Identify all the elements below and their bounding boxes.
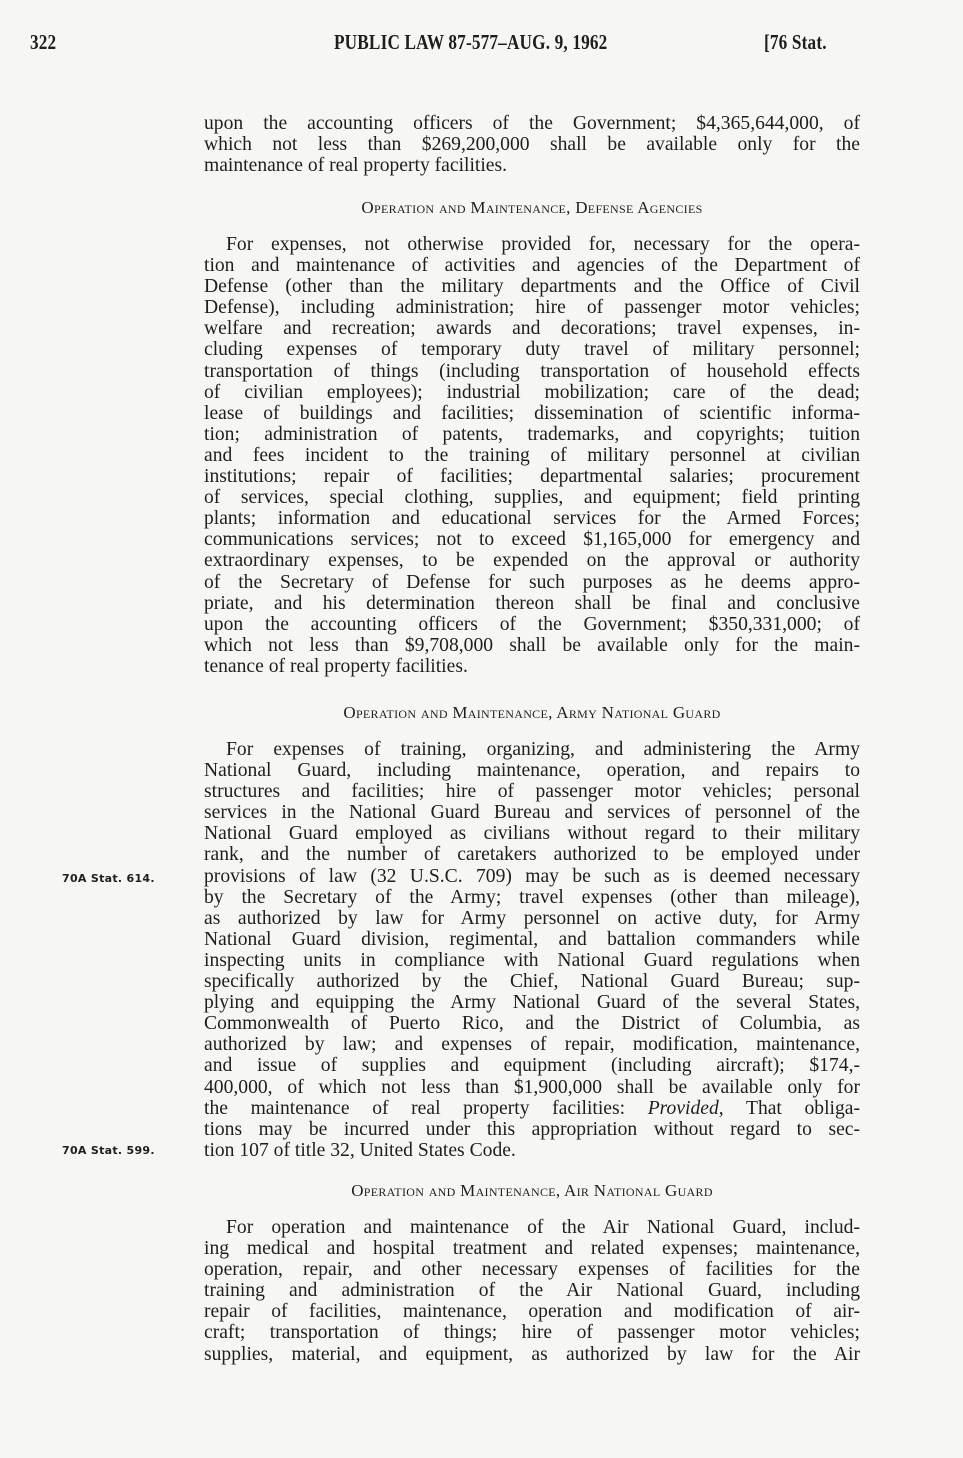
text-line: and issue of supplies and equipment (including aircraft); $174,-	[204, 1055, 860, 1077]
text-line: upon the accounting officers of the Government; $4,365,644,000, of	[204, 113, 860, 134]
margin-note: 70A Stat. 599.	[62, 1144, 155, 1157]
italic-text: Provided	[647, 1097, 719, 1119]
text-line: services in the National Guard Bureau and services of personnel of the	[204, 802, 860, 824]
running-title: PUBLIC LAW 87-577–AUG. 9, 1962	[334, 30, 608, 54]
text-line: repair of facilities, maintenance, operation and modification of air-	[204, 1301, 860, 1323]
text-line: ing medical and hospital treatment and related expenses; maintenance,	[204, 1238, 860, 1260]
text-line: National Guard, including maintenance, operation, and repairs to	[204, 760, 860, 782]
text-line: rank, and the number of caretakers authorized to be employed under	[204, 844, 860, 866]
text-line: plants; information and educational services for the Armed Forces;	[204, 508, 860, 530]
text-line: For operation and maintenance of the Air National Guard, includ-	[226, 1217, 860, 1238]
text-line: tions may be incurred under this appropriation without regard to sec-	[204, 1118, 860, 1140]
text-line: Commonwealth of Puerto Rico, and the District of Columbia, as	[204, 1013, 860, 1035]
paragraph	[204, 1217, 860, 1365]
text-line: craft; transportation of things; hire of passenger motor vehicles;	[204, 1322, 860, 1344]
text-line: by the Secretary of the Army; travel expenses (other than mileage),	[204, 886, 860, 908]
text-line: as authorized by law for Army personnel on active duty, for Army	[204, 907, 860, 929]
text-line: which not less than $269,200,000 shall be available only for the	[204, 134, 860, 156]
text-line: tenance of real property facilities.	[204, 655, 468, 677]
text-line: of services, special clothing, supplies, and equipment; field printing	[204, 487, 860, 509]
text-line: which not less than $9,708,000 shall be available only for the main-	[204, 634, 860, 656]
text-line: National Guard employed as civilians without regard to their military	[204, 823, 860, 845]
statute-volume: [76 Stat.	[764, 30, 827, 54]
section-heading: Operation and Maintenance, Defense Agencies	[361, 198, 703, 217]
text-line: institutions; repair of facilities; departmental salaries; procurement	[204, 466, 860, 488]
text-line: structures and facilities; hire of passenger motor vehicles; personal	[204, 781, 860, 803]
text-line: cluding expenses of temporary duty travel of military personnel;	[204, 339, 860, 361]
page-number: 322	[30, 30, 57, 54]
text-segment: , That obliga-	[718, 1097, 861, 1119]
text-line: National Guard division, regimental, and battalion commanders while	[204, 928, 860, 950]
text-line: extraordinary expenses, to be expended on the approval or authority	[204, 550, 860, 572]
text-line: tion; administration of patents, trademarks, and copyrights; tuition	[204, 423, 860, 445]
text-line: Defense), including administration; hire of passenger motor vehicles;	[204, 297, 860, 319]
text-line: lease of buildings and facilities; dissemination of scientific informa-	[204, 402, 860, 424]
section-heading: Operation and Maintenance, Army National Guard	[343, 703, 721, 722]
text-line: of civilian employees); industrial mobilization; care of the dead;	[204, 381, 860, 403]
text-line: inspecting units in compliance with National Guard regulations when	[204, 949, 860, 971]
text-line: maintenance of real property facilities.	[204, 155, 508, 177]
paragraph	[204, 234, 860, 677]
text-line: supplies, material, and equipment, as authorized by law for the Air	[204, 1343, 860, 1365]
text-line	[204, 1098, 860, 1119]
text-line: tion 107 of title 32, United States Code.	[204, 1139, 516, 1161]
paragraph	[204, 113, 860, 176]
margin-note: 70A Stat. 614.	[62, 872, 155, 885]
text-line: priate, and his determination thereon shall be final and conclusive	[204, 592, 860, 614]
text-line: operation, repair, and other necessary expenses of facilities for the	[204, 1259, 860, 1281]
text-line: plying and equipping the Army National Guard of the several States,	[204, 992, 860, 1014]
text-line: of the Secretary of Defense for such purposes as he deems appro-	[204, 571, 860, 593]
paragraph	[204, 739, 860, 1161]
text-line: upon the accounting officers of the Government; $350,331,000; of	[204, 613, 860, 635]
text-line: training and administration of the Air National Guard, including	[204, 1280, 860, 1302]
text-line: Defense (other than the military departments and the Office of Civil	[204, 276, 860, 298]
text-line: authorized by law; and expenses of repair, modification, maintenance,	[204, 1034, 860, 1056]
text-line: communications services; not to exceed $1,165,000 for emergency and	[204, 529, 860, 551]
text-line: specifically authorized by the Chief, National Guard Bureau; sup-	[204, 971, 860, 993]
text-line: 400,000, of which not less than $1,900,000 shall be available only for	[204, 1076, 860, 1098]
text-line: tion and maintenance of activities and agencies of the Department of	[204, 255, 860, 277]
text-line: transportation of things (including transportation of household effects	[204, 360, 860, 382]
text-line: For expenses of training, organizing, and administering the Army	[226, 739, 860, 760]
text-line: For expenses, not otherwise provided for, necessary for the opera-	[226, 234, 860, 255]
text-segment: the maintenance of real property facilities:	[204, 1097, 648, 1119]
text-line: provisions of law (32 U.S.C. 709) may be such as is deemed necessary	[204, 865, 860, 887]
text-line: and fees incident to the training of military personnel at civilian	[204, 444, 860, 466]
section-heading: Operation and Maintenance, Air National Guard	[351, 1181, 713, 1200]
text-line: welfare and recreation; awards and decorations; travel expenses, in-	[204, 318, 860, 340]
